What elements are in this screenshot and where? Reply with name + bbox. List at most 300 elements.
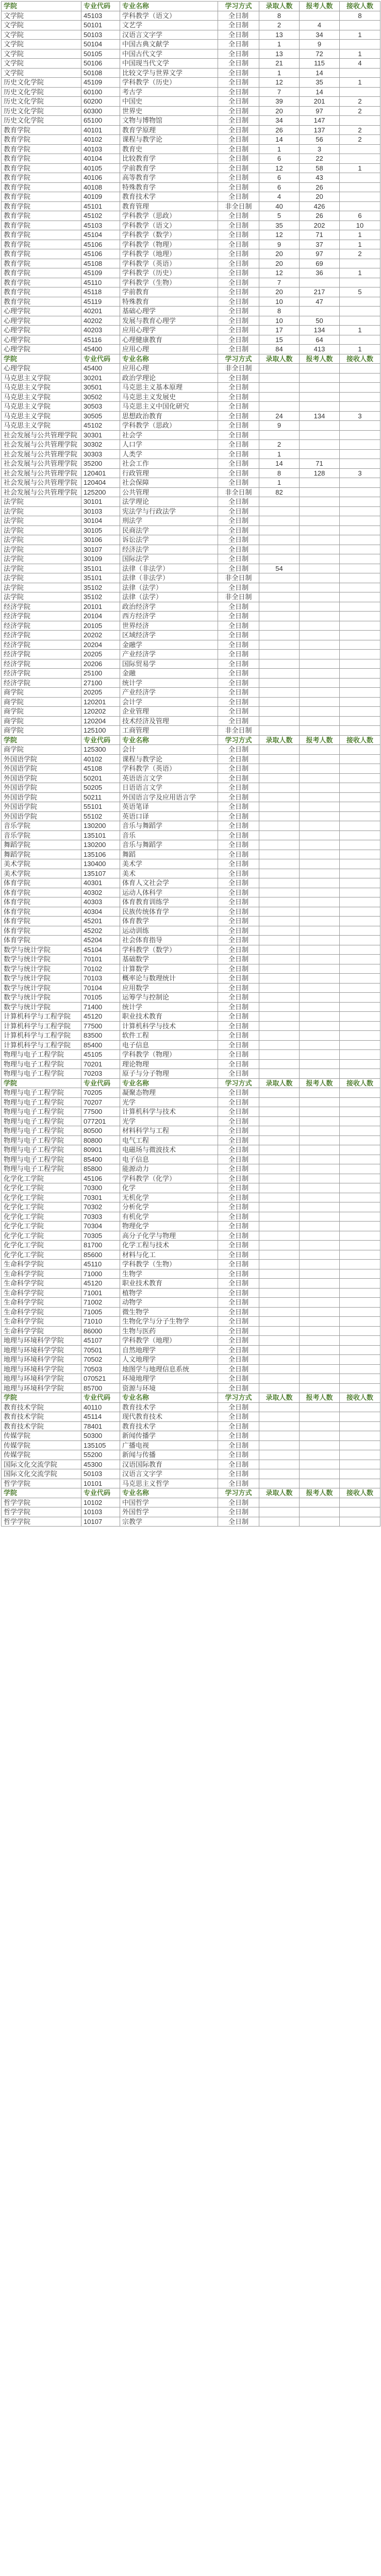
major-name-cell: 凝聚态物理 bbox=[120, 1088, 218, 1098]
major-code-cell: 135101 bbox=[81, 831, 120, 840]
major-code-cell: 30103 bbox=[81, 506, 120, 516]
study-mode-cell: 全日制 bbox=[218, 1069, 259, 1079]
accepted-count-cell bbox=[340, 1031, 380, 1041]
table-row bbox=[2, 1097, 380, 1107]
accepted-count-cell bbox=[340, 535, 380, 545]
accepted-count-cell bbox=[340, 1136, 380, 1145]
major-code-cell: 70503 bbox=[81, 1364, 120, 1374]
table-row bbox=[2, 487, 380, 497]
college-cell: 生命科学学院 bbox=[2, 1260, 81, 1269]
table-row bbox=[2, 783, 380, 793]
study-mode-cell: 全日制 bbox=[218, 383, 259, 393]
major-name-cell: 中国史 bbox=[120, 97, 218, 107]
major-code-cell: 120401 bbox=[81, 468, 120, 478]
applicant-count-cell: 14 bbox=[300, 87, 340, 97]
study-mode-cell: 全日制 bbox=[218, 926, 259, 936]
major-name-cell: 职业技术教育 bbox=[120, 1279, 218, 1289]
study-mode-cell: 全日制 bbox=[218, 1145, 259, 1155]
accepted-count-cell: 4 bbox=[340, 59, 380, 69]
accepted-count-cell: 1 bbox=[340, 326, 380, 335]
major-code-cell: 65100 bbox=[81, 116, 120, 126]
applicant-count-cell bbox=[300, 602, 340, 612]
study-mode-cell: 全日制 bbox=[218, 268, 259, 278]
accepted-count-cell bbox=[340, 364, 380, 374]
major-code-cell: 20205 bbox=[81, 688, 120, 698]
admitted-count-cell bbox=[259, 1450, 300, 1460]
study-mode-cell: 全日制 bbox=[218, 1507, 259, 1517]
study-mode-cell: 全日制 bbox=[218, 1250, 259, 1260]
admitted-count-cell bbox=[259, 554, 300, 564]
study-mode-cell: 全日制 bbox=[218, 917, 259, 926]
applicant-count-cell bbox=[300, 1421, 340, 1431]
study-mode-cell: 全日制 bbox=[218, 821, 259, 831]
major-code-cell: 55102 bbox=[81, 811, 120, 821]
college-cell: 体育学院 bbox=[2, 888, 81, 897]
accepted-count-cell bbox=[340, 1202, 380, 1212]
admitted-count-cell bbox=[259, 897, 300, 907]
major-code-cell: 40105 bbox=[81, 163, 120, 173]
study-mode-cell: 全日制 bbox=[218, 840, 259, 850]
major-code-cell: 45102 bbox=[81, 211, 120, 221]
table-row bbox=[2, 631, 380, 640]
admitted-count-cell: 10 bbox=[259, 316, 300, 326]
major-name-cell: 英语笔译 bbox=[120, 802, 218, 812]
table-row bbox=[2, 564, 380, 573]
column-header: 学习方式 bbox=[218, 1078, 259, 1088]
major-code-cell: 45202 bbox=[81, 926, 120, 936]
college-cell: 教育学院 bbox=[2, 221, 81, 230]
major-name-cell: 特殊教育学 bbox=[120, 182, 218, 192]
major-name-cell: 世界史 bbox=[120, 106, 218, 116]
admitted-count-cell bbox=[259, 1097, 300, 1107]
admitted-count-cell bbox=[259, 1088, 300, 1098]
admitted-count-cell: 20 bbox=[259, 287, 300, 297]
accepted-count-cell bbox=[340, 650, 380, 659]
applicant-count-cell bbox=[300, 726, 340, 736]
major-code-cell: 35102 bbox=[81, 583, 120, 592]
admitted-count-cell bbox=[259, 402, 300, 412]
table-row bbox=[2, 840, 380, 850]
admitted-count-cell bbox=[259, 955, 300, 964]
applicant-count-cell bbox=[300, 621, 340, 631]
accepted-count-cell bbox=[340, 1479, 380, 1488]
table-row bbox=[2, 688, 380, 698]
accepted-count-cell bbox=[340, 1107, 380, 1117]
applicant-count-cell bbox=[300, 764, 340, 774]
table-row bbox=[2, 917, 380, 926]
accepted-count-cell bbox=[340, 506, 380, 516]
study-mode-cell: 全日制 bbox=[218, 754, 259, 764]
major-code-cell: 70201 bbox=[81, 1059, 120, 1069]
table-row bbox=[2, 1412, 380, 1422]
study-mode-cell: 全日制 bbox=[218, 1116, 259, 1126]
college-cell: 地理与环境科学学院 bbox=[2, 1345, 81, 1355]
accepted-count-cell bbox=[340, 726, 380, 736]
accepted-count-cell bbox=[340, 1241, 380, 1250]
table-row bbox=[2, 516, 380, 526]
admitted-count-cell bbox=[259, 888, 300, 897]
applicant-count-cell bbox=[300, 631, 340, 640]
column-header: 录取人数 bbox=[259, 2, 300, 11]
accepted-count-cell bbox=[340, 669, 380, 679]
accepted-count-cell bbox=[340, 1317, 380, 1327]
accepted-count-cell bbox=[340, 1307, 380, 1317]
college-cell: 社会发展与公共管理学院 bbox=[2, 478, 81, 488]
table-row bbox=[2, 907, 380, 917]
admitted-count-cell bbox=[259, 592, 300, 602]
major-name-cell: 政治学理论 bbox=[120, 373, 218, 383]
college-cell: 文学院 bbox=[2, 59, 81, 69]
accepted-count-cell bbox=[340, 583, 380, 592]
college-cell: 马克思主义学院 bbox=[2, 392, 81, 402]
table-row bbox=[2, 97, 380, 107]
college-cell: 教育学院 bbox=[2, 240, 81, 249]
major-code-cell: 70102 bbox=[81, 964, 120, 974]
table-row bbox=[2, 459, 380, 469]
table-row bbox=[2, 678, 380, 688]
college-cell: 哲学学院 bbox=[2, 1479, 81, 1488]
accepted-count-cell bbox=[340, 545, 380, 554]
column-header: 报考人数 bbox=[300, 354, 340, 364]
college-cell: 地理与环境科学学院 bbox=[2, 1374, 81, 1384]
college-cell: 教育学院 bbox=[2, 173, 81, 183]
major-code-cell: 85800 bbox=[81, 1164, 120, 1174]
major-name-cell: 运动训练 bbox=[120, 926, 218, 936]
accepted-count-cell bbox=[340, 1269, 380, 1279]
major-code-cell: 77500 bbox=[81, 1021, 120, 1031]
major-name-cell: 产业经济学 bbox=[120, 650, 218, 659]
study-mode-cell: 全日制 bbox=[218, 974, 259, 984]
major-code-cell: 30502 bbox=[81, 392, 120, 402]
column-header: 专业名称 bbox=[120, 735, 218, 745]
college-cell: 美术学院 bbox=[2, 869, 81, 878]
admitted-count-cell: 2 bbox=[259, 440, 300, 450]
admitted-count-cell bbox=[259, 1298, 300, 1308]
college-cell: 物理与电子工程学院 bbox=[2, 1097, 81, 1107]
applicant-count-cell bbox=[300, 878, 340, 888]
major-name-cell: 学科教学（历史） bbox=[120, 78, 218, 88]
major-name-cell: 现代教育技术 bbox=[120, 1412, 218, 1422]
major-name-cell: 心理健康教育 bbox=[120, 335, 218, 345]
applicant-count-cell: 47 bbox=[300, 297, 340, 307]
table-row bbox=[2, 1460, 380, 1469]
college-cell: 国际文化交流学院 bbox=[2, 1460, 81, 1469]
study-mode-cell: 非全日制 bbox=[218, 487, 259, 497]
table-row bbox=[2, 240, 380, 249]
major-name-cell: 公共管理 bbox=[120, 487, 218, 497]
major-name-cell: 学科教学（数学） bbox=[120, 230, 218, 240]
college-cell: 化学化工学院 bbox=[2, 1212, 81, 1222]
major-name-cell: 英语语言文学 bbox=[120, 773, 218, 783]
major-code-cell: 135107 bbox=[81, 869, 120, 878]
column-header: 报考人数 bbox=[300, 735, 340, 745]
major-code-cell: 30303 bbox=[81, 449, 120, 459]
table-row bbox=[2, 878, 380, 888]
major-code-cell: 45118 bbox=[81, 287, 120, 297]
study-mode-cell: 全日制 bbox=[218, 30, 259, 40]
admitted-count-cell bbox=[259, 1031, 300, 1041]
accepted-count-cell bbox=[340, 831, 380, 840]
applicant-count-cell: 72 bbox=[300, 49, 340, 59]
college-cell: 商学院 bbox=[2, 697, 81, 707]
major-name-cell: 体育人文社会学 bbox=[120, 878, 218, 888]
table-row bbox=[2, 40, 380, 49]
major-code-cell: 25100 bbox=[81, 669, 120, 679]
major-name-cell: 学前教育学 bbox=[120, 163, 218, 173]
applicant-count-cell bbox=[300, 974, 340, 984]
study-mode-cell: 全日制 bbox=[218, 259, 259, 268]
admitted-count-cell bbox=[259, 535, 300, 545]
admitted-count-cell bbox=[259, 1412, 300, 1422]
table-row bbox=[2, 831, 380, 840]
accepted-count-cell bbox=[340, 1145, 380, 1155]
college-cell: 物理与电子工程学院 bbox=[2, 1136, 81, 1145]
college-cell: 生命科学学院 bbox=[2, 1279, 81, 1289]
major-name-cell: 运动人体科学 bbox=[120, 888, 218, 897]
study-mode-cell: 全日制 bbox=[218, 964, 259, 974]
study-mode-cell: 全日制 bbox=[218, 945, 259, 955]
applicant-count-cell bbox=[300, 1021, 340, 1031]
study-mode-cell: 全日制 bbox=[218, 392, 259, 402]
major-name-cell: 中国现当代文学 bbox=[120, 59, 218, 69]
major-name-cell: 学科教学（化学） bbox=[120, 1174, 218, 1183]
major-code-cell: 40102 bbox=[81, 135, 120, 145]
major-name-cell: 新闻与传播 bbox=[120, 1450, 218, 1460]
major-name-cell: 中国哲学 bbox=[120, 1498, 218, 1507]
column-header: 接收人数 bbox=[340, 735, 380, 745]
college-cell: 体育学院 bbox=[2, 907, 81, 917]
accepted-count-cell bbox=[340, 640, 380, 650]
accepted-count-cell bbox=[340, 116, 380, 126]
major-name-cell: 学科教学（物理） bbox=[120, 1050, 218, 1060]
major-code-cell: 45201 bbox=[81, 917, 120, 926]
major-code-cell: 10103 bbox=[81, 1507, 120, 1517]
table-row bbox=[2, 430, 380, 440]
college-cell: 心理学院 bbox=[2, 316, 81, 326]
accepted-count-cell: 2 bbox=[340, 106, 380, 116]
table-row bbox=[2, 792, 380, 802]
table-row bbox=[2, 1069, 380, 1079]
column-header: 录取人数 bbox=[259, 354, 300, 364]
major-code-cell: 50101 bbox=[81, 21, 120, 30]
college-cell: 经济学院 bbox=[2, 621, 81, 631]
major-name-cell: 学科教学（生物） bbox=[120, 278, 218, 287]
applicant-count-cell bbox=[300, 659, 340, 669]
study-mode-cell: 非全日制 bbox=[218, 364, 259, 374]
admitted-count-cell bbox=[259, 1260, 300, 1269]
admitted-count-cell bbox=[259, 1231, 300, 1241]
college-cell: 历史文化学院 bbox=[2, 87, 81, 97]
accepted-count-cell bbox=[340, 773, 380, 783]
table-header-row bbox=[2, 735, 380, 745]
major-name-cell: 教育技术学 bbox=[120, 1421, 218, 1431]
college-cell: 商学院 bbox=[2, 707, 81, 717]
major-code-cell: 130200 bbox=[81, 821, 120, 831]
major-code-cell: 135106 bbox=[81, 850, 120, 859]
college-cell: 化学化工学院 bbox=[2, 1174, 81, 1183]
college-cell: 体育学院 bbox=[2, 936, 81, 945]
study-mode-cell: 全日制 bbox=[218, 545, 259, 554]
study-mode-cell: 全日制 bbox=[218, 1136, 259, 1145]
college-cell: 教育学院 bbox=[2, 182, 81, 192]
accepted-count-cell bbox=[340, 659, 380, 669]
accepted-count-cell: 6 bbox=[340, 211, 380, 221]
major-code-cell: 45106 bbox=[81, 249, 120, 259]
study-mode-cell: 全日制 bbox=[218, 40, 259, 49]
admitted-count-cell bbox=[259, 612, 300, 621]
table-row bbox=[2, 621, 380, 631]
college-cell: 历史文化学院 bbox=[2, 106, 81, 116]
major-code-cell: 70304 bbox=[81, 1222, 120, 1231]
table-row bbox=[2, 383, 380, 393]
college-cell: 教育学院 bbox=[2, 230, 81, 240]
accepted-count-cell bbox=[340, 154, 380, 164]
table-row bbox=[2, 297, 380, 307]
admitted-count-cell bbox=[259, 773, 300, 783]
major-name-cell: 教育学原理 bbox=[120, 125, 218, 135]
study-mode-cell: 全日制 bbox=[218, 1107, 259, 1117]
applicant-count-cell bbox=[300, 1288, 340, 1298]
major-name-cell: 法律（法学） bbox=[120, 592, 218, 602]
applicant-count-cell bbox=[300, 917, 340, 926]
major-code-cell: 40110 bbox=[81, 1402, 120, 1412]
study-mode-cell: 全日制 bbox=[218, 307, 259, 316]
admitted-count-cell bbox=[259, 1202, 300, 1212]
major-name-cell: 电气工程 bbox=[120, 1136, 218, 1145]
accepted-count-cell bbox=[340, 1431, 380, 1441]
major-name-cell: 化学工程与技术 bbox=[120, 1241, 218, 1250]
college-cell: 教育学院 bbox=[2, 125, 81, 135]
college-cell: 体育学院 bbox=[2, 897, 81, 907]
accepted-count-cell: 2 bbox=[340, 97, 380, 107]
college-cell: 经济学院 bbox=[2, 640, 81, 650]
applicant-count-cell: 37 bbox=[300, 240, 340, 249]
study-mode-cell: 全日制 bbox=[218, 1241, 259, 1250]
college-cell: 社会发展与公共管理学院 bbox=[2, 468, 81, 478]
admitted-count-cell: 1 bbox=[259, 40, 300, 49]
admitted-count-cell: 15 bbox=[259, 335, 300, 345]
study-mode-cell: 全日制 bbox=[218, 1222, 259, 1231]
table-row bbox=[2, 640, 380, 650]
major-code-cell: 78401 bbox=[81, 1421, 120, 1431]
table-row bbox=[2, 345, 380, 354]
study-mode-cell: 全日制 bbox=[218, 1183, 259, 1193]
major-name-cell: 植物学 bbox=[120, 1288, 218, 1298]
applicant-count-cell bbox=[300, 564, 340, 573]
study-mode-cell: 全日制 bbox=[218, 1364, 259, 1374]
admitted-count-cell bbox=[259, 1183, 300, 1193]
college-cell: 教育学院 bbox=[2, 211, 81, 221]
column-header: 学院 bbox=[2, 1078, 81, 1088]
major-code-cell: 55101 bbox=[81, 802, 120, 812]
major-name-cell: 统计学 bbox=[120, 1002, 218, 1012]
admitted-count-cell bbox=[259, 1307, 300, 1317]
study-mode-cell: 全日制 bbox=[218, 1298, 259, 1308]
accepted-count-cell bbox=[340, 1002, 380, 1012]
table-row bbox=[2, 659, 380, 669]
admitted-count-cell bbox=[259, 783, 300, 793]
study-mode-cell: 全日制 bbox=[218, 564, 259, 573]
admitted-count-cell bbox=[259, 1469, 300, 1479]
study-mode-cell: 全日制 bbox=[218, 335, 259, 345]
college-cell: 计算机科学与工程学院 bbox=[2, 1040, 81, 1050]
applicant-count-cell bbox=[300, 392, 340, 402]
column-header: 报考人数 bbox=[300, 1488, 340, 1498]
applicant-count-cell bbox=[300, 983, 340, 993]
college-cell: 教育学院 bbox=[2, 201, 81, 211]
study-mode-cell: 全日制 bbox=[218, 688, 259, 698]
applicant-count-cell: 115 bbox=[300, 59, 340, 69]
admitted-count-cell: 20 bbox=[259, 249, 300, 259]
applicant-count-cell: 34 bbox=[300, 30, 340, 40]
college-cell: 外国语学院 bbox=[2, 792, 81, 802]
admitted-count-cell: 13 bbox=[259, 49, 300, 59]
college-cell: 体育学院 bbox=[2, 878, 81, 888]
table-row bbox=[2, 821, 380, 831]
major-name-cell: 外国语言学及应用语言学 bbox=[120, 792, 218, 802]
study-mode-cell: 全日制 bbox=[218, 535, 259, 545]
study-mode-cell: 全日制 bbox=[218, 240, 259, 249]
accepted-count-cell bbox=[340, 869, 380, 878]
college-cell: 舞蹈学院 bbox=[2, 850, 81, 859]
college-cell: 教育学院 bbox=[2, 163, 81, 173]
applicant-count-cell bbox=[300, 840, 340, 850]
major-name-cell: 软件工程 bbox=[120, 1031, 218, 1041]
admitted-count-cell bbox=[259, 364, 300, 374]
admitted-count-cell: 20 bbox=[259, 259, 300, 268]
major-name-cell: 化学 bbox=[120, 1183, 218, 1193]
study-mode-cell: 全日制 bbox=[218, 1088, 259, 1098]
study-mode-cell: 全日制 bbox=[218, 993, 259, 1003]
applicant-count-cell bbox=[300, 573, 340, 583]
major-code-cell: 40104 bbox=[81, 154, 120, 164]
applicant-count-cell bbox=[300, 1050, 340, 1060]
accepted-count-cell: 2 bbox=[340, 125, 380, 135]
major-name-cell: 中国古代文学 bbox=[120, 49, 218, 59]
college-cell: 生命科学学院 bbox=[2, 1288, 81, 1298]
major-name-cell: 人类学 bbox=[120, 449, 218, 459]
major-name-cell: 理论物理 bbox=[120, 1059, 218, 1069]
study-mode-cell: 全日制 bbox=[218, 59, 259, 69]
college-cell: 历史文化学院 bbox=[2, 116, 81, 126]
major-name-cell: 汉语言文字学 bbox=[120, 30, 218, 40]
table-row bbox=[2, 307, 380, 316]
table-row bbox=[2, 173, 380, 183]
college-cell: 化学化工学院 bbox=[2, 1183, 81, 1193]
accepted-count-cell bbox=[340, 811, 380, 821]
major-code-cell: 70101 bbox=[81, 955, 120, 964]
accepted-count-cell: 2 bbox=[340, 249, 380, 259]
admitted-count-cell bbox=[259, 1383, 300, 1393]
major-name-cell: 行政管理 bbox=[120, 468, 218, 478]
study-mode-cell: 全日制 bbox=[218, 316, 259, 326]
college-cell: 商学院 bbox=[2, 688, 81, 698]
major-code-cell: 70303 bbox=[81, 1212, 120, 1222]
study-mode-cell: 全日制 bbox=[218, 411, 259, 421]
major-code-cell: 45204 bbox=[81, 936, 120, 945]
admitted-count-cell bbox=[259, 1355, 300, 1365]
college-cell: 法学院 bbox=[2, 583, 81, 592]
accepted-count-cell bbox=[340, 1440, 380, 1450]
table-row bbox=[2, 650, 380, 659]
applicant-count-cell bbox=[300, 869, 340, 878]
study-mode-cell: 全日制 bbox=[218, 468, 259, 478]
column-header: 接收人数 bbox=[340, 354, 380, 364]
accepted-count-cell bbox=[340, 1193, 380, 1202]
applicant-count-cell bbox=[300, 669, 340, 679]
applicant-count-cell bbox=[300, 707, 340, 717]
admitted-count-cell: 54 bbox=[259, 564, 300, 573]
